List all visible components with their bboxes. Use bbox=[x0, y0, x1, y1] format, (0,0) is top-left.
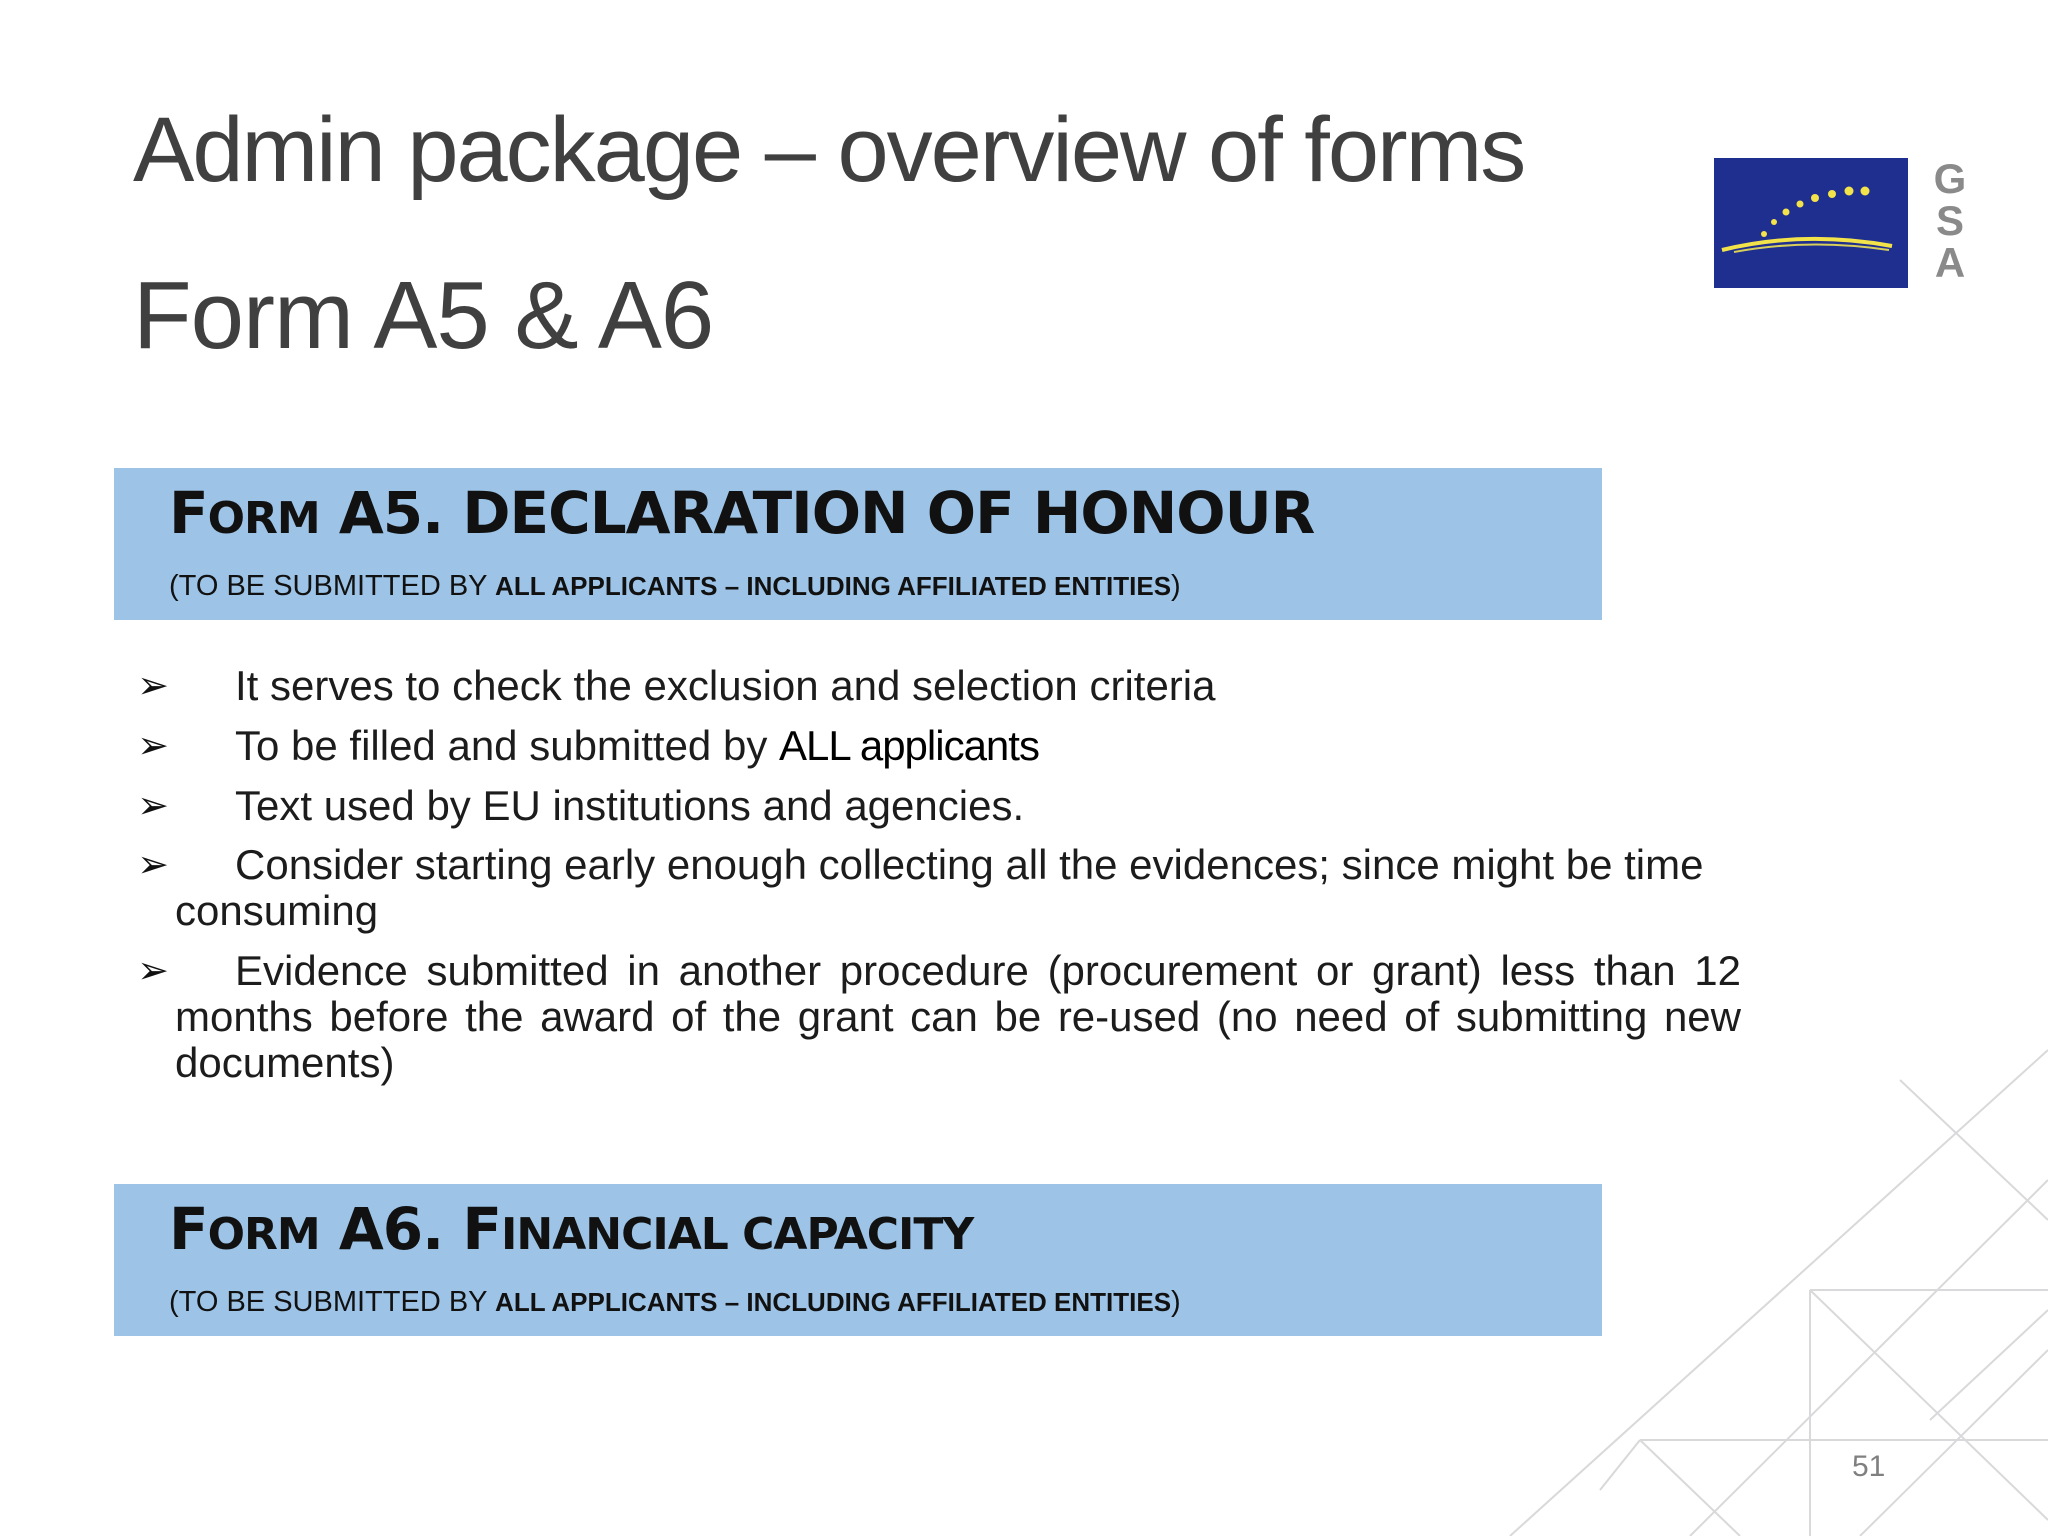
page-number: 51 bbox=[1852, 1450, 1886, 1483]
logo-letter-s: S bbox=[1935, 197, 1964, 244]
bullet-text: Consider starting early enough collecting all the evidences; since might be time consuming bbox=[175, 841, 1704, 934]
form-a5-header-band bbox=[114, 468, 1602, 620]
list-item bbox=[130, 948, 1842, 1086]
arrow-bullet-icon: ➢ bbox=[137, 950, 169, 992]
bullet-text: Evidence submitted in another procedure (procurement or grant) less than 12 months before the award of the grant can be re-used (no need of submitting new documents) bbox=[175, 947, 1741, 1086]
bullet-list bbox=[130, 662, 1842, 1098]
logo-letter-g: G bbox=[1933, 155, 1967, 202]
form-a5-title-initial: F bbox=[169, 479, 208, 547]
slide-subtitle: Form A5 & A6 bbox=[133, 262, 714, 369]
slide-title: Admin package – overview of forms bbox=[133, 99, 1525, 201]
bullet-text: It serves to check the exclusion and selection criteria bbox=[235, 662, 1216, 709]
list-item bbox=[130, 842, 1842, 934]
bullet-text bbox=[205, 722, 1842, 770]
form-a6-title bbox=[169, 1194, 973, 1270]
form-a6-note-suffix: ) bbox=[1171, 1286, 1181, 1318]
bullet-text: Text used by EU institutions and agencies. bbox=[235, 782, 1025, 829]
form-a6-note-prefix: (TO BE SUBMITTED BY bbox=[169, 1286, 496, 1318]
form-a6-header-band bbox=[114, 1184, 1602, 1336]
list-item bbox=[130, 782, 1842, 830]
arrow-bullet-icon: ➢ bbox=[137, 725, 169, 767]
gsa-logo-letters bbox=[1930, 155, 1970, 286]
form-a5-title bbox=[169, 478, 1314, 554]
form-a5-note-bold: ALL APPLICANTS – INCLUDING AFFILIATED ENTITIES bbox=[495, 571, 1172, 601]
form-a6-title-smallcaps: ORM bbox=[207, 1209, 320, 1260]
logo-letter-a: A bbox=[1934, 239, 1966, 286]
arrow-bullet-icon: ➢ bbox=[137, 785, 169, 827]
list-item bbox=[130, 722, 1842, 770]
arrow-bullet-icon: ➢ bbox=[137, 844, 169, 886]
form-a6-title-smallcaps-2: INANCIAL CAPACITY bbox=[501, 1209, 974, 1260]
form-a6-title-initial: F bbox=[169, 1195, 208, 1263]
form-a6-submission-note bbox=[169, 1284, 1181, 1320]
arrow-bullet-icon: ➢ bbox=[137, 665, 169, 707]
list-item bbox=[130, 662, 1842, 710]
form-a5-note-prefix: (TO BE SUBMITTED BY bbox=[169, 570, 496, 602]
form-a6-note-bold: ALL APPLICANTS – INCLUDING AFFILIATED ENTITIES bbox=[495, 1287, 1172, 1317]
form-a5-note-suffix: ) bbox=[1171, 570, 1181, 602]
bullet-text-emphasis: ALL applicants bbox=[779, 722, 1039, 769]
bullet-text-plain: To be filled and submitted by bbox=[235, 722, 779, 769]
form-a5-submission-note bbox=[169, 568, 1181, 604]
eu-stars-logo-icon bbox=[1714, 158, 1908, 288]
form-a5-title-rest: A5. DECLARATION OF HONOUR bbox=[319, 479, 1315, 547]
form-a5-title-smallcaps: ORM bbox=[207, 493, 320, 544]
form-a6-title-mid: A6. F bbox=[319, 1195, 501, 1263]
gsa-logo bbox=[1714, 158, 1964, 290]
